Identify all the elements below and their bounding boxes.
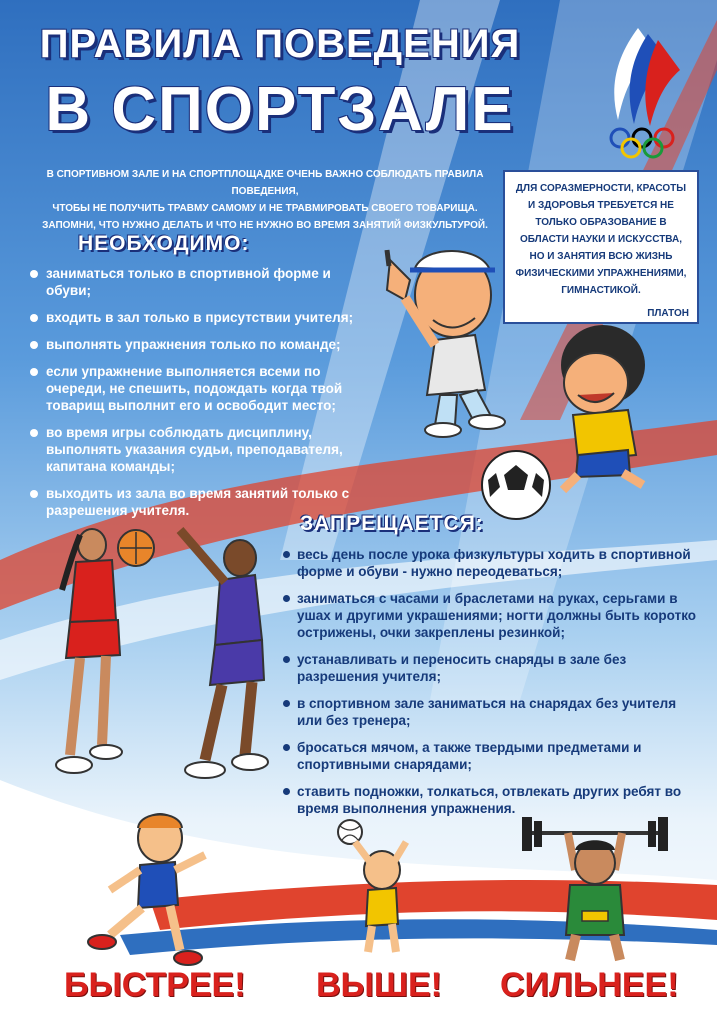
list-item: выполнять упражнения только по команде; <box>30 336 370 353</box>
boy-with-ball-illustration <box>478 315 678 525</box>
list-item: во время игры соблюдать дисциплину, выполнять указания судьи, преподавателя, капитана команды; <box>30 424 370 475</box>
russia-flame-logo <box>604 20 684 170</box>
need-heading: НЕОБХОДИМО: <box>78 232 250 255</box>
list-item: если упражнение выполняется всеми по очереди, не спешить, подождать когда твой товарищ выполнит его и освободит место; <box>30 363 370 414</box>
need-list <box>30 265 370 529</box>
intro-line: В СПОРТИВНОМ ЗАЛЕ И НА СПОРТПЛОЩАДКЕ ОЧЕНЬ ВАЖНО СОБЛЮДАТЬ ПРАВИЛА ПОВЕДЕНИЯ, <box>46 169 484 197</box>
olympic-rings-icon <box>611 129 673 157</box>
title-line-2: В СПОРТЗАЛЕ <box>45 75 515 144</box>
motto-stronger: СИЛЬНЕЕ! <box>500 966 679 1004</box>
intro-text <box>20 166 510 234</box>
plato-quote-box <box>503 170 699 324</box>
quote-author: ПЛАТОН <box>647 308 689 319</box>
motto-higher: ВЫШЕ! <box>316 966 443 1004</box>
forbidden-heading: ЗАПРЕЩАЕТСЯ: <box>300 512 484 535</box>
list-item: входить в зал только в присутствии учителя; <box>30 309 370 326</box>
quote-text: ДЛЯ СОРАЗМЕРНОСТИ, КРАСОТЫ И ЗДОРОВЬЯ ТРЕБУЕТСЯ НЕ ТОЛЬКО ОБРАЗОВАНИЕ В ОБЛАСТИ НАУКИ И ИСКУССТВА, НО И ЗАНЯТИЯ ВСЮ ЖИЗНЬ ФИЗИЧЕСКИМИ УПРАЖНЕНИЯМИ, ГИМНАСТИКОЙ. <box>515 183 687 296</box>
list-item: заниматься с часами и браслетами на руках, серьгами в ушах и другими украшениями; ногти должны быть коротко острижены, очки закреплены резинкой; <box>283 590 703 641</box>
list-item: заниматься только в спортивной форме и обуви; <box>30 265 370 299</box>
basketball-players-illustration <box>40 520 280 790</box>
title-line-1: ПРАВИЛА ПОВЕДЕНИЯ <box>39 22 521 66</box>
motto-faster: БЫСТРЕЕ! <box>64 966 246 1004</box>
intro-line: ЧТОБЫ НЕ ПОЛУЧИТЬ ТРАВМУ САМОМУ И НЕ ТРАВМИРОВАТЬ СВОЕГО ТОВАРИЩА. <box>52 203 478 214</box>
volleyball-girl-illustration <box>330 812 420 962</box>
runner-illustration <box>80 810 220 970</box>
list-item: ставить подножки, толкаться, отвлекать других ребят во время выполнения упражнения. <box>283 783 703 817</box>
list-item: в спортивном зале заниматься на снарядах без учителя или без тренера; <box>283 695 703 729</box>
weightlifter-illustration <box>520 815 670 965</box>
list-item: бросаться мячом, а также твердыми предметами и спортивными снарядами; <box>283 739 703 773</box>
intro-line: ЗАПОМНИ, ЧТО НУЖНО ДЕЛАТЬ И ЧТО НЕ НУЖНО ВО ВРЕМЯ ЗАНЯТИЙ ФИЗКУЛЬТУРОЙ. <box>42 220 488 231</box>
list-item: весь день после урока физкультуры ходить в спортивной форме и обуви - нужно переодеваться; <box>283 546 703 580</box>
list-item: устанавливать и переносить снаряды в зале без разрешения учителя; <box>283 651 703 685</box>
forbidden-list <box>283 546 703 827</box>
list-item: выходить из зала во время занятий только с разрешения учителя. <box>30 485 370 519</box>
